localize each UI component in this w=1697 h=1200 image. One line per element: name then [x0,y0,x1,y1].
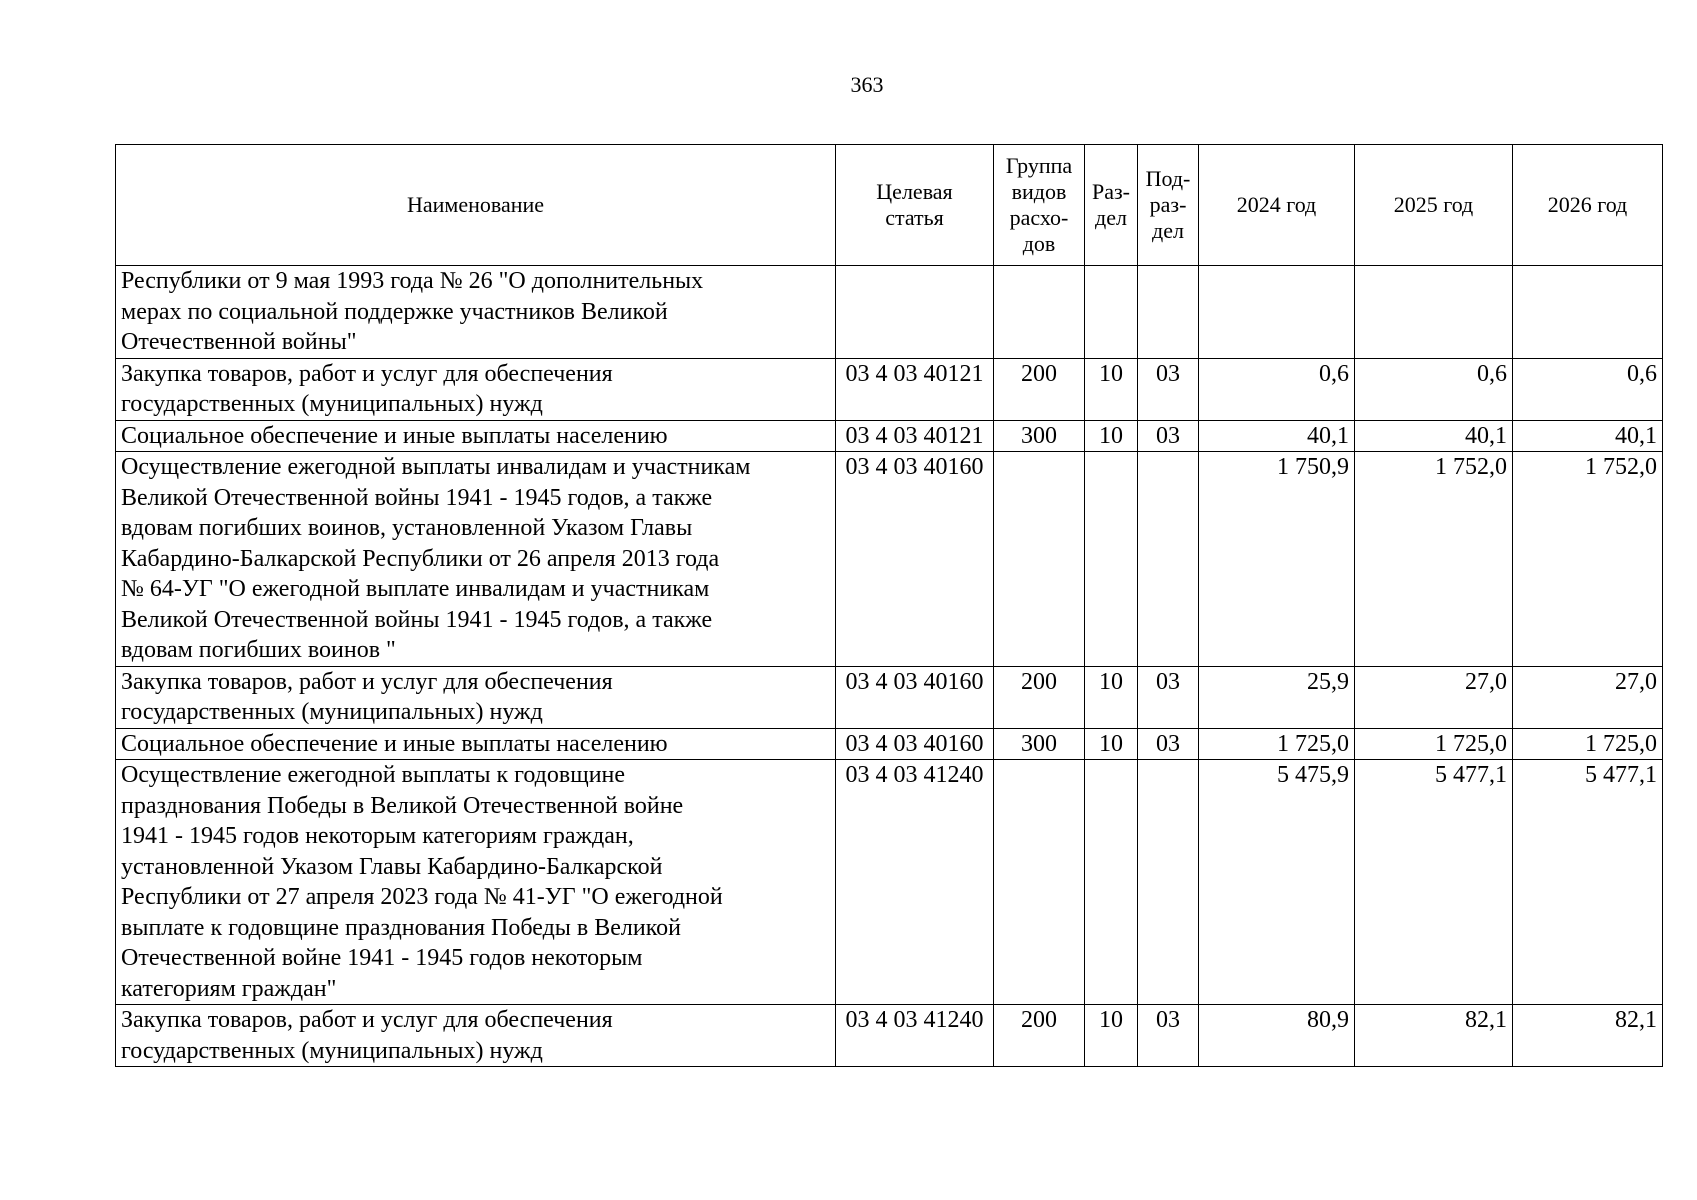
expense-group-cell [994,266,1085,359]
value-2024-cell: 80,9 [1199,1005,1355,1067]
header-name: Наименование [116,145,836,266]
header-subsection [1138,145,1199,266]
target-code-cell [836,266,994,359]
name-line: Великой Отечественной войны 1941 - 1945 годов, а также [121,484,713,511]
subsection-cell: 03 [1138,666,1199,728]
name-line: Закупка товаров, работ и услуг для обеспечения [121,668,613,695]
target-code-cell: 03 4 03 41240 [836,760,994,1005]
value-2026-cell: 1 752,0 [1513,452,1663,667]
value-2026-cell: 0,6 [1513,358,1663,420]
name-line: государственных (муниципальных) нужд [121,391,543,417]
value-2025-cell: 0,6 [1355,358,1513,420]
name-line: выплате к годовщине празднования Победы в Великой [121,914,682,941]
expense-group-cell: 200 [994,358,1085,420]
name-line: государственных (муниципальных) нужд [121,699,543,725]
name-cell [116,760,836,1005]
name-cell [116,266,836,359]
name-line: Великой Отечественной войны 1941 - 1945 годов, а также [121,606,713,633]
name-line: установленной Указом Главы Кабардино-Балкарской [121,853,663,880]
name-line: Отечественной войны" [121,329,357,355]
header-line: Раз- [1091,179,1131,204]
name-cell [116,358,836,420]
table-row [116,760,1663,1005]
table-row [116,728,1663,760]
name-line: Кабардино-Балкарской Республики от 26 апреля 2013 года [121,545,720,572]
name-line: 1941 - 1945 годов некоторым категориям граждан, [121,823,634,849]
table-body [116,266,1663,1067]
value-2025-cell: 1 725,0 [1355,728,1513,760]
section-cell: 10 [1085,1005,1138,1067]
name-line: Социальное обеспечение и иные выплаты населению [121,422,668,449]
header-line: Под- [1145,166,1191,191]
header-line: дел [1152,218,1184,243]
value-2024-cell: 40,1 [1199,420,1355,452]
header-line: дов [1022,231,1056,256]
page-number: 363 [850,72,884,97]
name-line: категориям граждан" [121,975,337,1002]
subsection-cell: 03 [1138,420,1199,452]
value-2026-cell: 40,1 [1513,420,1663,452]
header-2026: 2026 год [1513,145,1663,266]
value-2025-cell [1355,266,1513,359]
value-2025-cell: 82,1 [1355,1005,1513,1067]
value-2024-cell: 1 750,9 [1199,452,1355,667]
name-line: вдовам погибших воинов " [121,637,396,663]
name-line: Осуществление ежегодной выплаты к годовщине [121,762,626,788]
name-line: Осуществление ежегодной выплаты инвалидам и участникам [121,454,751,480]
header-line: статья [885,205,944,230]
header-target [836,145,994,266]
target-code-cell: 03 4 03 41240 [836,1005,994,1067]
header-line: расхо- [1009,205,1069,230]
name-cell [116,666,836,728]
name-line: вдовам погибших воинов, установленной Указом Главы [121,515,693,541]
section-cell [1085,452,1138,667]
table-row [116,1005,1663,1067]
section-cell: 10 [1085,728,1138,760]
table-row [116,452,1663,667]
name-line: мерах по социальной поддержке участников Великой [121,298,668,325]
value-2026-cell [1513,266,1663,359]
header-2025: 2025 год [1355,145,1513,266]
expense-group-cell: 200 [994,666,1085,728]
header-group [994,145,1085,266]
header-line: Целевая [876,179,953,204]
table-row [116,666,1663,728]
name-line: празднования Победы в Великой Отечественной войне [121,792,684,819]
section-cell: 10 [1085,420,1138,452]
subsection-cell: 03 [1138,1005,1199,1067]
value-2026-cell: 5 477,1 [1513,760,1663,1005]
value-2025-cell: 5 477,1 [1355,760,1513,1005]
value-2025-cell: 27,0 [1355,666,1513,728]
name-cell [116,420,836,452]
subsection-cell [1138,452,1199,667]
value-2024-cell: 5 475,9 [1199,760,1355,1005]
subsection-cell: 03 [1138,358,1199,420]
section-cell [1085,266,1138,359]
value-2026-cell: 1 725,0 [1513,728,1663,760]
header-section [1085,145,1138,266]
expense-group-cell: 200 [994,1005,1085,1067]
budget-table [115,144,1663,1067]
name-cell [116,452,836,667]
name-line: Закупка товаров, работ и услуг для обеспечения [121,1007,613,1033]
name-cell [116,1005,836,1067]
name-line: № 64-УГ "О ежегодной выплате инвалидам и участникам [121,576,710,602]
name-line: Республики от 27 апреля 2023 года № 41-УГ "О ежегодной [121,884,723,910]
name-line: Республики от 9 мая 1993 года № 26 "О дополнительных [121,268,704,294]
table-row [116,420,1663,452]
table-row [116,358,1663,420]
subsection-cell: 03 [1138,728,1199,760]
section-cell: 10 [1085,358,1138,420]
target-code-cell: 03 4 03 40121 [836,420,994,452]
section-cell [1085,760,1138,1005]
value-2025-cell: 40,1 [1355,420,1513,452]
value-2026-cell: 82,1 [1513,1005,1663,1067]
value-2024-cell: 25,9 [1199,666,1355,728]
expense-group-cell [994,760,1085,1005]
header-line: раз- [1149,192,1187,217]
target-code-cell: 03 4 03 40121 [836,358,994,420]
name-line: Закупка товаров, работ и услуг для обеспечения [121,360,613,387]
subsection-cell [1138,760,1199,1005]
name-line: государственных (муниципальных) нужд [121,1037,543,1064]
target-code-cell: 03 4 03 40160 [836,666,994,728]
value-2024-cell [1199,266,1355,359]
name-cell [116,728,836,760]
value-2025-cell: 1 752,0 [1355,452,1513,667]
header-2024: 2024 год [1199,145,1355,266]
value-2024-cell: 1 725,0 [1199,728,1355,760]
subsection-cell [1138,266,1199,359]
expense-group-cell [994,452,1085,667]
name-line: Отечественной войне 1941 - 1945 годов некоторым [121,945,643,971]
header-row [116,145,1663,266]
expense-group-cell: 300 [994,728,1085,760]
target-code-cell: 03 4 03 40160 [836,728,994,760]
expense-group-cell: 300 [994,420,1085,452]
target-code-cell: 03 4 03 40160 [836,452,994,667]
name-line: Социальное обеспечение и иные выплаты населению [121,730,668,757]
value-2024-cell: 0,6 [1199,358,1355,420]
header-line: дел [1095,205,1127,230]
header-line: Группа [1005,153,1073,178]
value-2026-cell: 27,0 [1513,666,1663,728]
table-row [116,266,1663,359]
section-cell: 10 [1085,666,1138,728]
header-line: видов [1011,179,1067,204]
